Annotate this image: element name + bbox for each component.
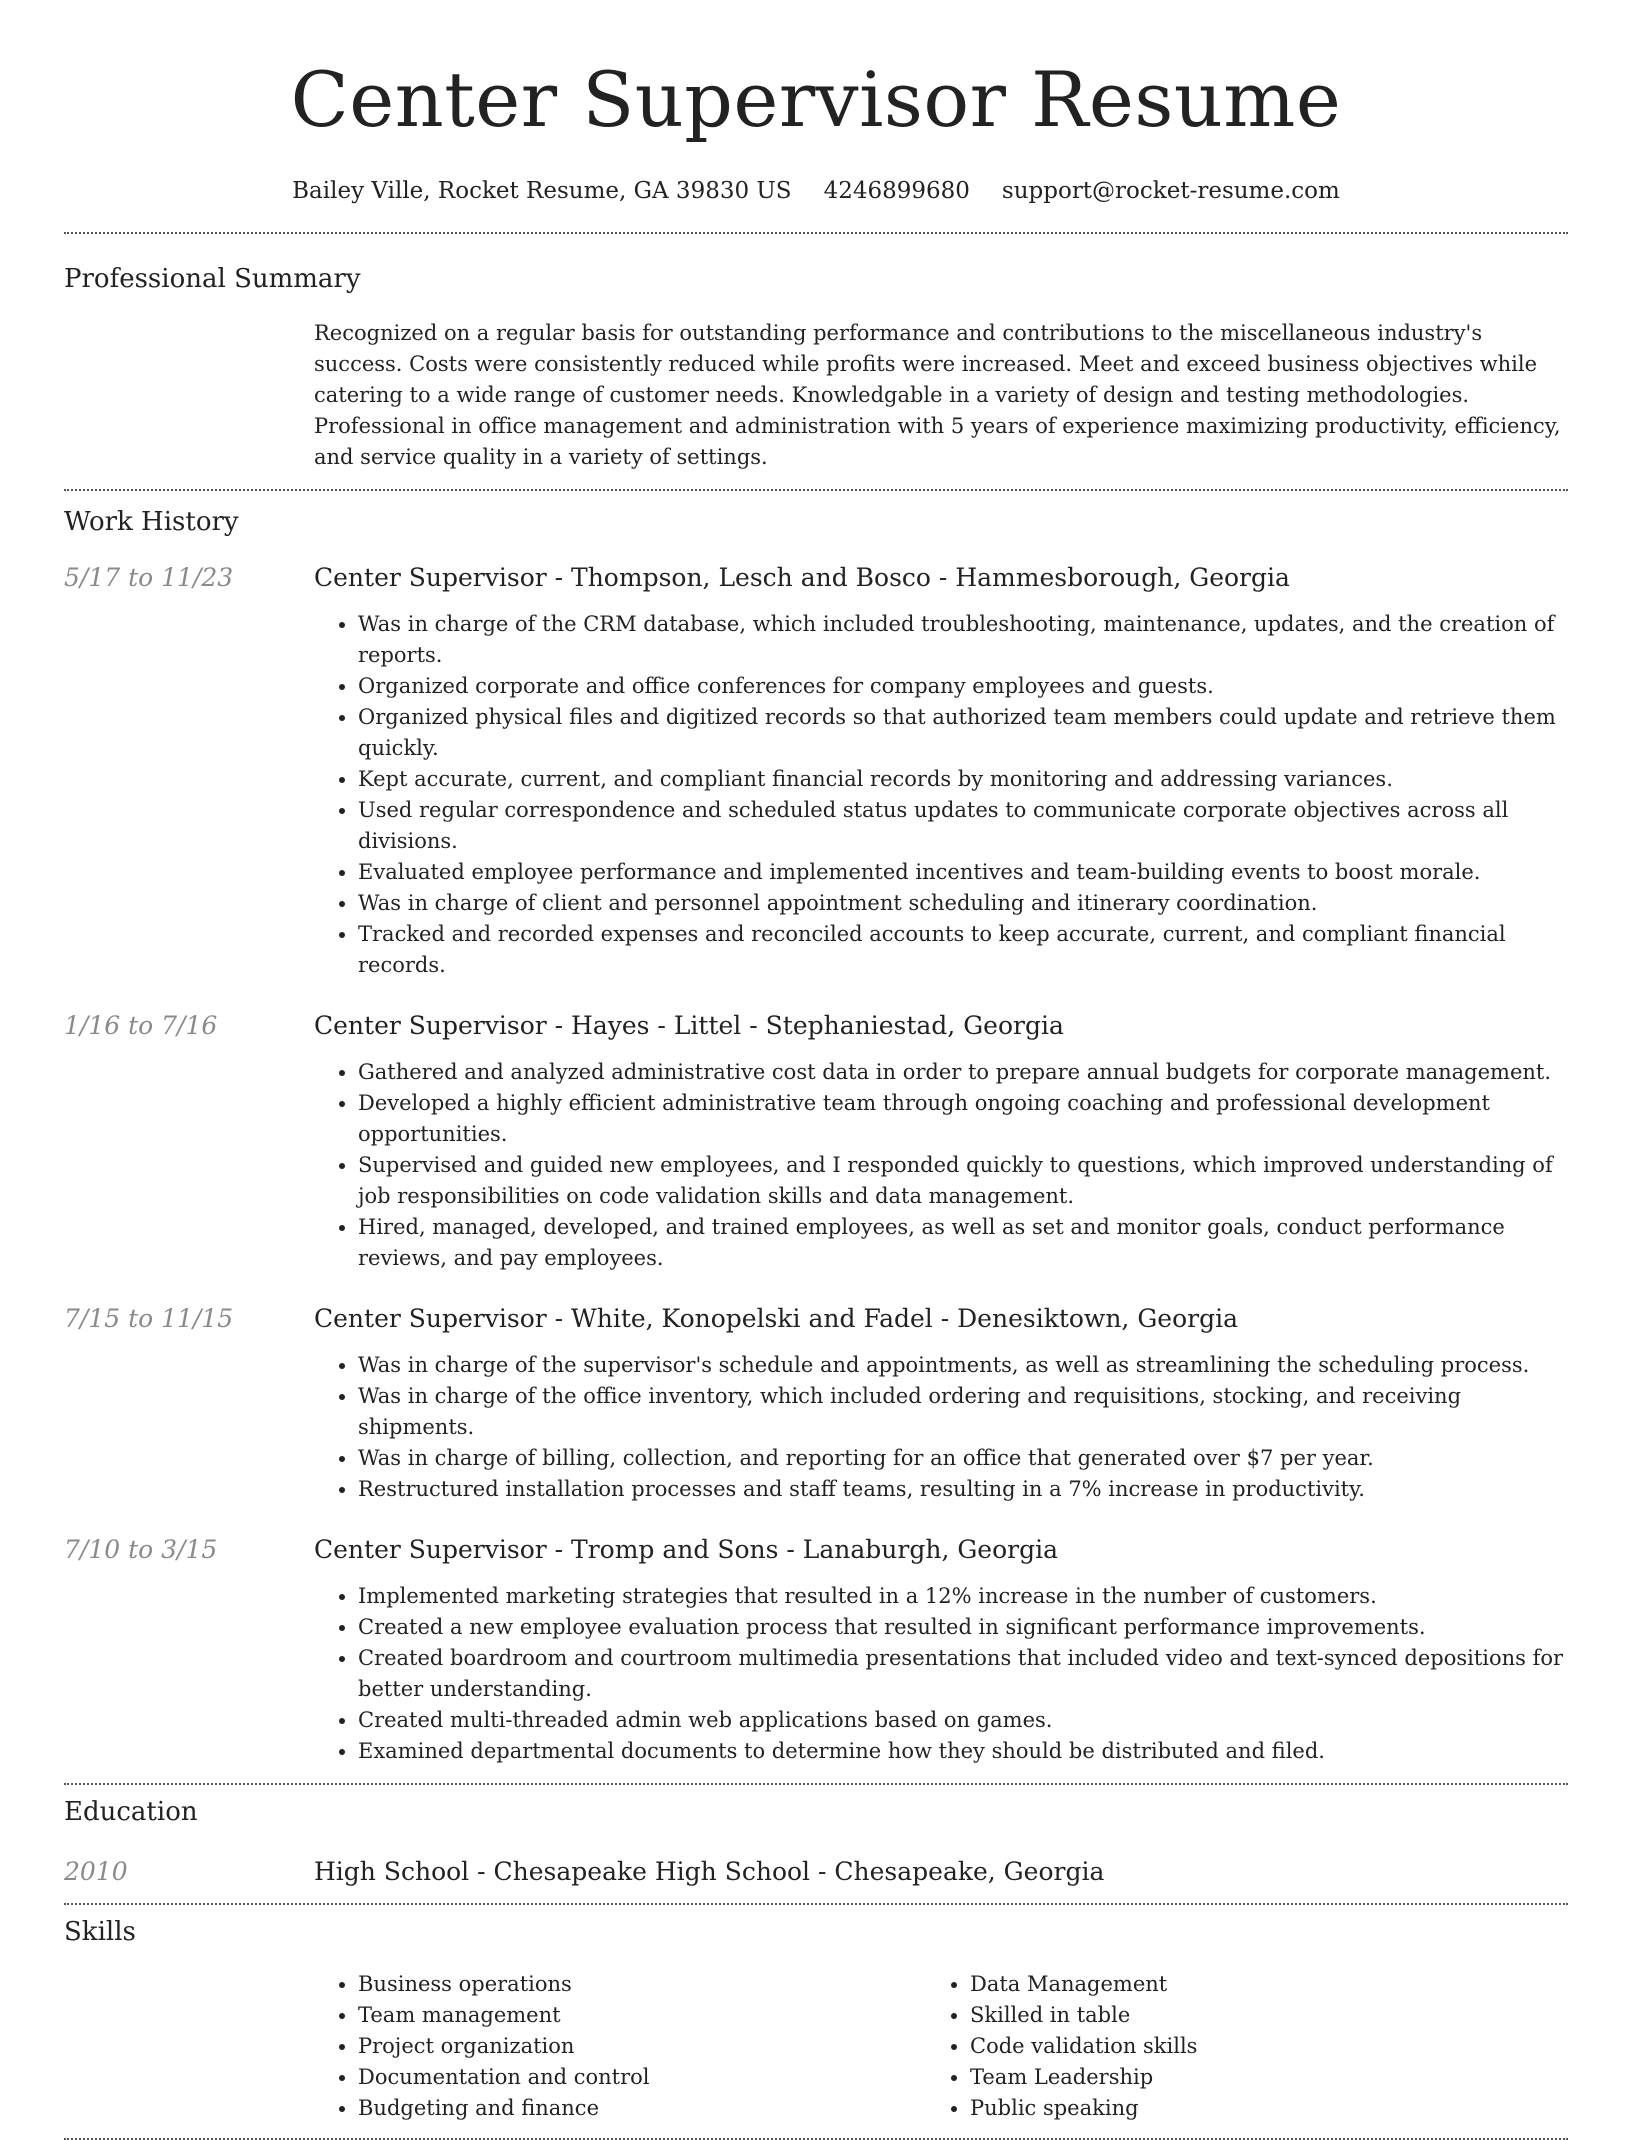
job-entry (64, 1009, 1568, 1274)
job-bullet: • Hired, managed, developed, and trained employees, as well as set and monitor goals, conduct performance reviews, and pay employees. (358, 1212, 1568, 1274)
skill-item: • Team management (358, 2000, 926, 2031)
job-bullet: • Examined departmental documents to determine how they should be distributed and filed. (358, 1736, 1568, 1767)
skill-item: • Code validation skills (970, 2031, 1538, 2062)
job-bullet: • Organized corporate and office conferences for company employees and guests. (358, 671, 1568, 702)
contact-address: Bailey Ville, Rocket Resume, GA 39830 US (292, 178, 792, 204)
job-bullet-list (314, 1350, 1568, 1505)
job-bullet: • Kept accurate, current, and compliant financial records by monitoring and addressing variances. (358, 764, 1568, 795)
summary-section (64, 234, 1568, 489)
job-bullet: • Supervised and guided new employees, and I responded quickly to questions, which improved understanding of job responsibilities on code validation skills and data management. (358, 1150, 1568, 1212)
job-details (314, 1302, 1568, 1505)
job-title: Center Supervisor - White, Konopelski and Fadel - Denesiktown, Georgia (314, 1304, 1238, 1333)
job-bullet: • Developed a highly efficient administrative team through ongoing coaching and professional development opportunities. (358, 1088, 1568, 1150)
job-bullet: • Created multi-threaded admin web applications based on games. (358, 1705, 1568, 1736)
job-dates: 7/15 to 11/15 (64, 1304, 234, 1333)
job-bullet: • Used regular correspondence and scheduled status updates to communicate corporate objectives across all divisions. (358, 795, 1568, 857)
education-details: High School - Chesapeake High School - Chesapeake, Georgia (314, 1857, 1105, 1886)
skill-item: • Skilled in table (970, 2000, 1538, 2031)
skills-grid (314, 1969, 1568, 2124)
job-bullet: • Restructured installation processes and staff teams, resulting in a 7% increase in productivity. (358, 1474, 1568, 1505)
job-bullet: • Was in charge of billing, collection, and reporting for an office that generated over $7 per year. (358, 1443, 1568, 1474)
skill-item: • Project organization (358, 2031, 926, 2062)
summary-text: Recognized on a regular basis for outstanding performance and contributions to the miscellaneous industry's success. Costs were consistently reduced while profits were increased. Meet and exceed business objectives while catering to a wide range of customer needs. Knowledgable in a variety of design and testing methodologies. Professional in office management and administration with 5 years of experience maximizing productivity, efficiency, and service quality in a variety of settings. (314, 321, 1561, 469)
job-bullet-list (314, 1581, 1568, 1767)
job-bullet-list (314, 1057, 1568, 1274)
job-title: Center Supervisor - Tromp and Sons - Lanaburgh, Georgia (314, 1535, 1059, 1564)
contact-email: support@rocket-resume.com (1001, 178, 1340, 204)
job-bullet: • Created boardroom and courtroom multimedia presentations that included video and text-synced depositions for better understanding. (358, 1643, 1568, 1705)
work-history-section (64, 491, 1568, 1783)
contact-info (64, 176, 1568, 206)
job-bullet: • Gathered and analyzed administrative cost data in order to prepare annual budgets for corporate management. (358, 1057, 1568, 1088)
job-bullet-list (314, 609, 1568, 981)
education-section (64, 1785, 1568, 1903)
summary-heading: Professional Summary (64, 264, 361, 294)
skill-item: • Business operations (358, 1969, 926, 2000)
page-title: Center Supervisor Resume (290, 55, 1342, 144)
work-history-heading: Work History (64, 507, 239, 537)
skill-item: • Team Leadership (970, 2062, 1538, 2093)
job-bullet: • Implemented marketing strategies that resulted in a 12% increase in the number of customers. (358, 1581, 1568, 1612)
job-entry (64, 1533, 1568, 1767)
job-details (314, 1533, 1568, 1767)
skill-item: • Public speaking (970, 2093, 1538, 2124)
skills-list-right (926, 1969, 1538, 2124)
resume-header (64, 0, 1568, 206)
skill-item: • Documentation and control (358, 2062, 926, 2093)
skill-item: • Data Management (970, 1969, 1538, 2000)
job-details (314, 1009, 1568, 1274)
job-bullet: • Was in charge of the supervisor's schedule and appointments, as well as streamlining the scheduling process. (358, 1350, 1568, 1381)
job-bullet: • Tracked and recorded expenses and reconciled accounts to keep accurate, current, and compliant financial records. (358, 919, 1568, 981)
job-bullet: • Evaluated employee performance and implemented incentives and team-building events to boost morale. (358, 857, 1568, 888)
job-entry (64, 561, 1568, 981)
job-bullet: • Organized physical files and digitized records so that authorized team members could update and retrieve them quickly. (358, 702, 1568, 764)
education-entry (64, 1855, 1568, 1889)
contact-phone: 4246899680 (823, 178, 970, 204)
job-entry (64, 1302, 1568, 1505)
skill-item: • Budgeting and finance (358, 2093, 926, 2124)
job-bullet: • Was in charge of the CRM database, which included troubleshooting, maintenance, updates, and the creation of reports. (358, 609, 1568, 671)
job-bullet: • Was in charge of client and personnel appointment scheduling and itinerary coordination. (358, 888, 1568, 919)
skills-list-left (314, 1969, 926, 2124)
job-dates: 7/10 to 3/15 (64, 1535, 218, 1564)
job-title: Center Supervisor - Hayes - Littel - Stephaniestad, Georgia (314, 1011, 1064, 1040)
education-heading: Education (64, 1797, 198, 1827)
job-title: Center Supervisor - Thompson, Lesch and Bosco - Hammesborough, Georgia (314, 563, 1290, 592)
job-dates: 5/17 to 11/23 (64, 563, 234, 592)
job-details (314, 561, 1568, 981)
skills-heading: Skills (64, 1917, 136, 1947)
job-bullet: • Was in charge of the office inventory, which included ordering and requisitions, stocking, and receiving shipments. (358, 1381, 1568, 1443)
job-dates: 1/16 to 7/16 (64, 1011, 218, 1040)
education-year: 2010 (64, 1857, 128, 1886)
job-bullet: • Created a new employee evaluation process that resulted in significant performance improvements. (358, 1612, 1568, 1643)
skills-section (64, 1905, 1568, 2138)
